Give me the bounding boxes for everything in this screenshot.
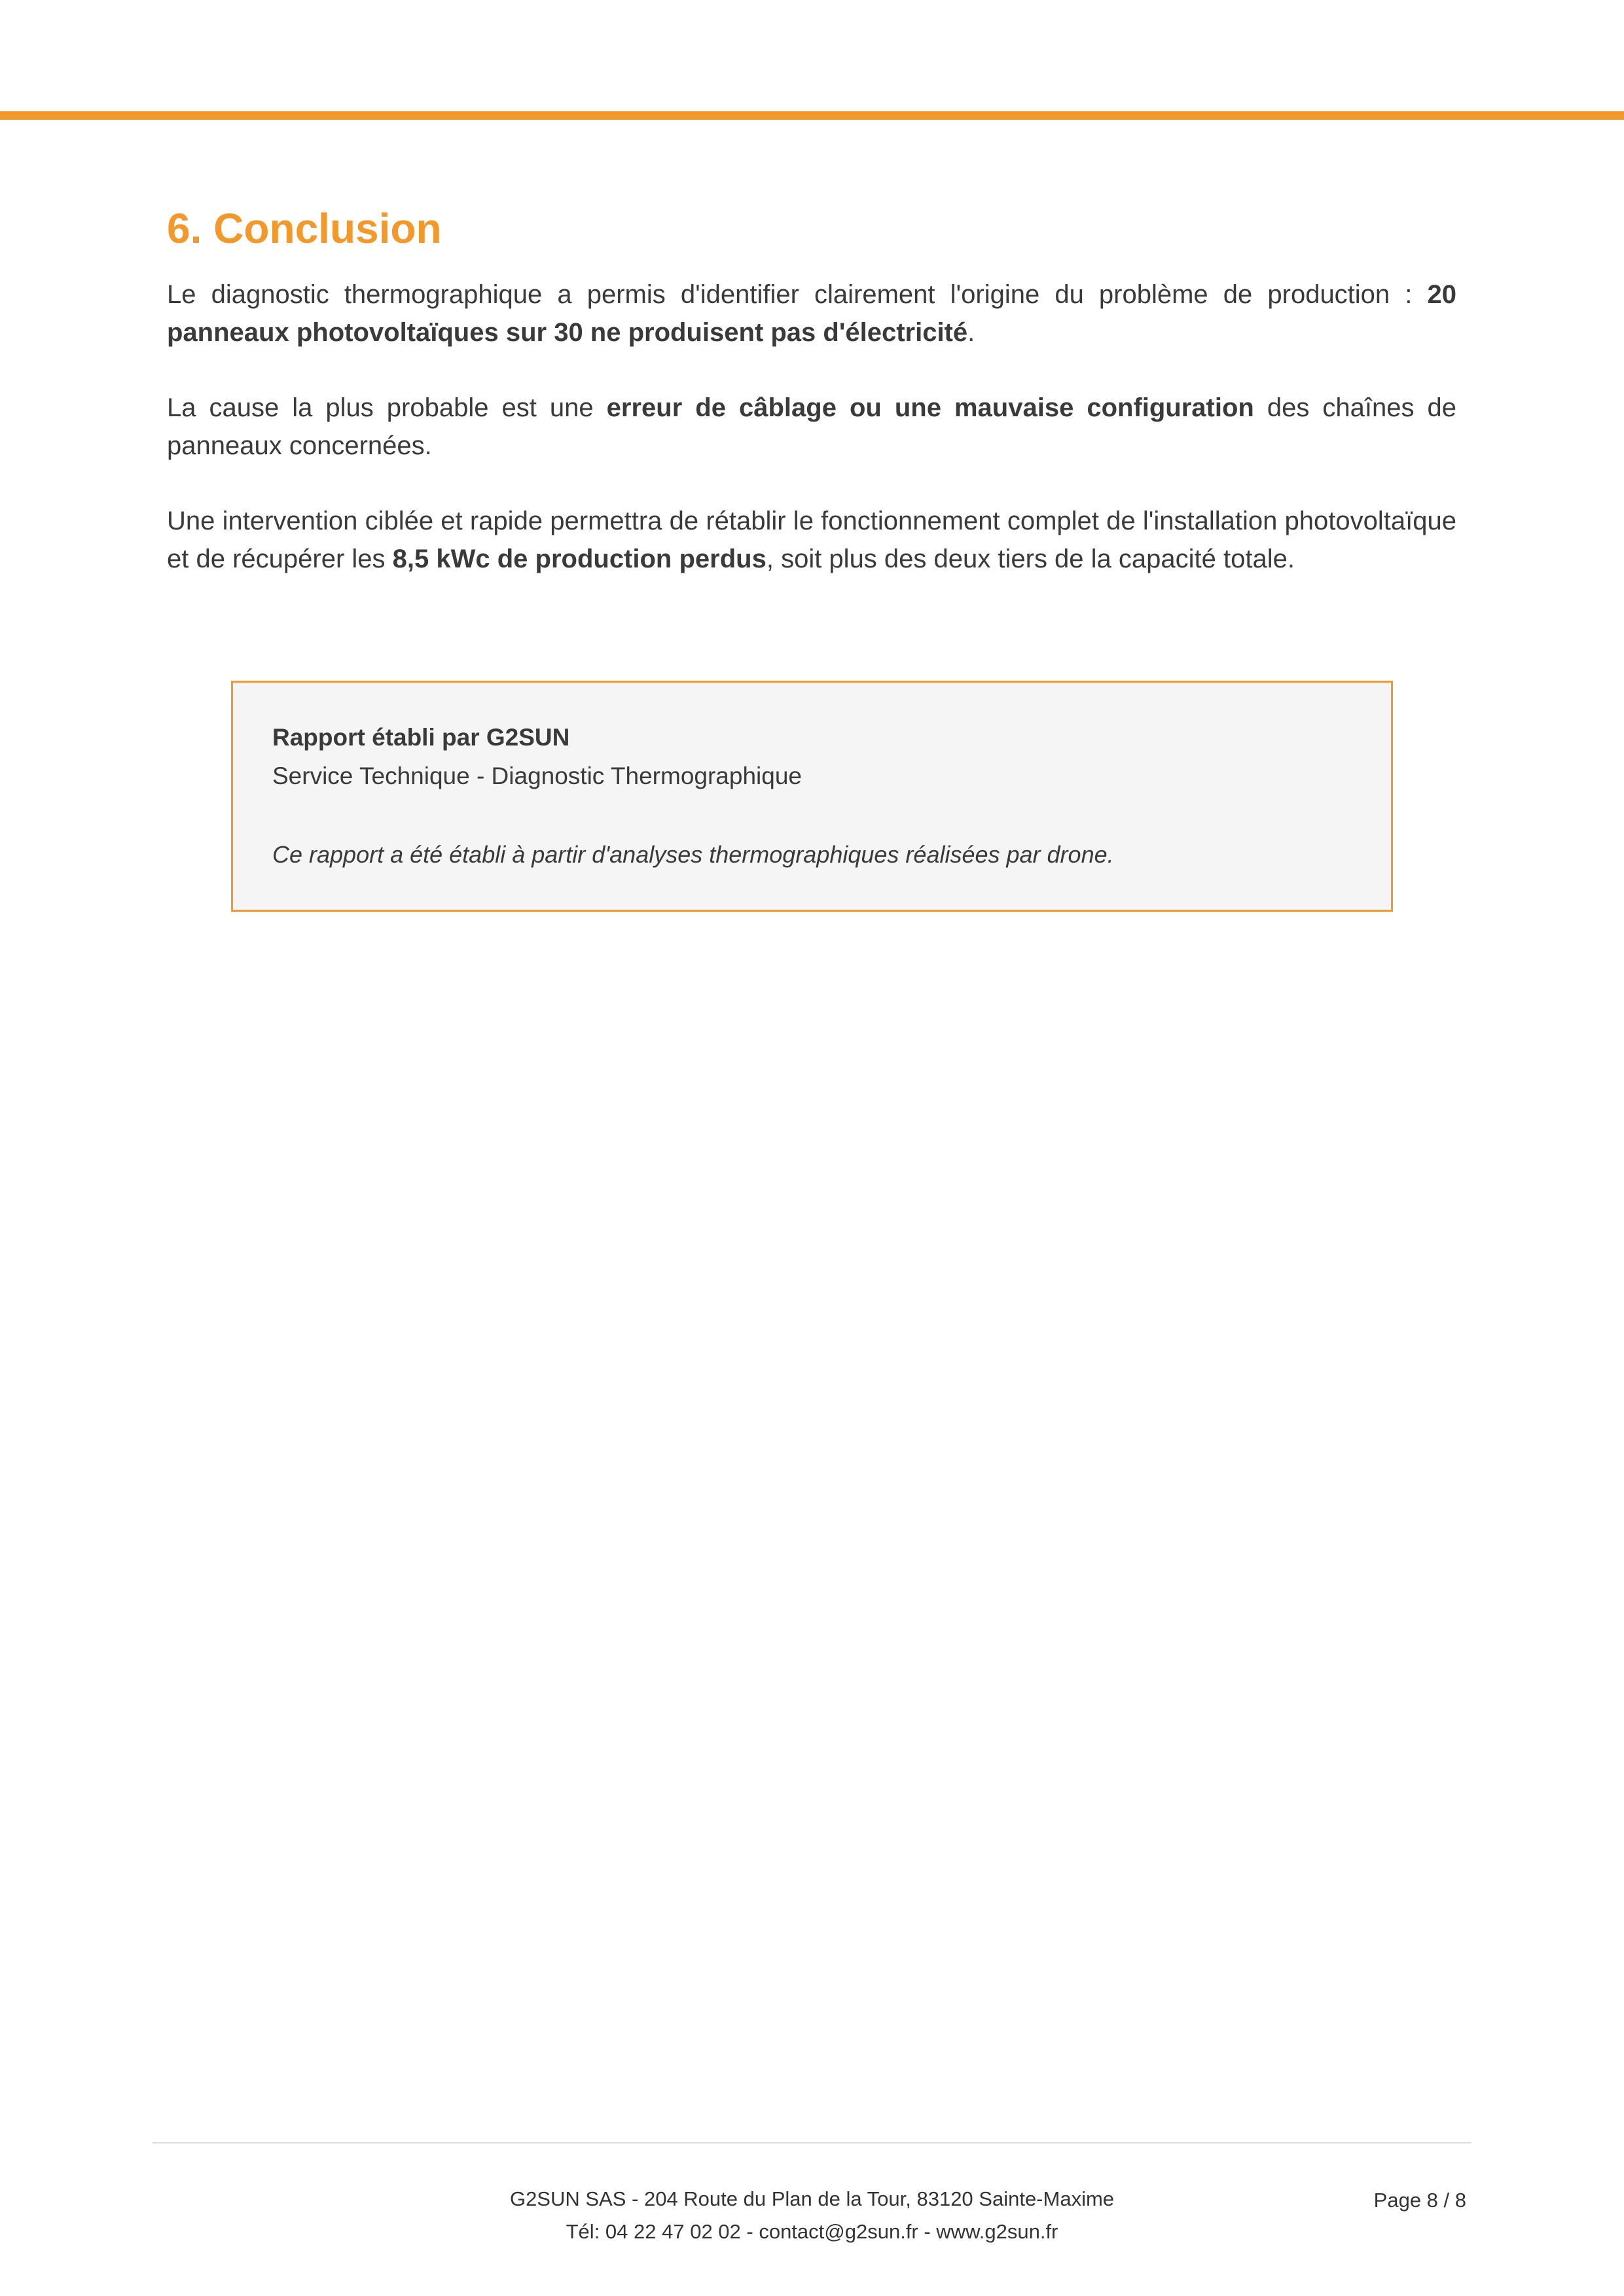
conclusion-paragraph-2 xyxy=(167,389,1456,465)
report-box-note: Ce rapport a été établi à partir d'analyses thermographiques réalisées par drone. xyxy=(272,841,1114,868)
paragraph-3-bold-text: 8,5 kWc de production perdus xyxy=(392,545,767,573)
footer-contact-line: Tél: 04 22 47 02 02 - contact@g2sun.fr - www.g2sun.fr xyxy=(566,2220,1058,2243)
report-attribution-box xyxy=(231,681,1393,912)
paragraph-1-text-end: . xyxy=(967,318,975,347)
paragraph-1-bold-text: 20 panneaux photovoltaïques sur 30 ne produisent pas d'électricité xyxy=(167,280,1456,347)
paragraph-3-text-end: , soit plus des deux tiers de la capacité totale. xyxy=(766,545,1295,573)
paragraph-2-text-start: La cause la plus probable est une xyxy=(167,393,607,422)
conclusion-paragraph-3 xyxy=(167,502,1456,578)
paragraph-3-text-start: Une intervention ciblée et rapide permettra de rétablir le fonctionnement complet de l'installation photovoltaïque et de récupérer les xyxy=(167,507,1456,573)
paragraph-2-bold-text: erreur de câblage ou une mauvaise configuration xyxy=(606,393,1254,422)
conclusion-paragraph-1 xyxy=(167,276,1456,351)
report-box-title: Rapport établi par G2SUN xyxy=(272,724,570,751)
paragraph-1-text-start: Le diagnostic thermographique a permis d'identifier clairement l'origine du problème de production : xyxy=(167,280,1428,309)
paragraph-2-text-end: des chaînes de panneaux concernées. xyxy=(167,393,1456,460)
footer-company-address: G2SUN SAS - 204 Route du Plan de la Tour, 83120 Sainte-Maxime xyxy=(509,2187,1115,2210)
top-accent-bar xyxy=(0,111,1624,120)
report-box-subtitle: Service Technique - Diagnostic Thermographique xyxy=(272,762,802,789)
page-footer xyxy=(153,2142,1471,2248)
main-content xyxy=(167,120,1456,912)
footer-text-block xyxy=(153,2144,1471,2248)
section-heading: 6. Conclusion xyxy=(167,205,442,252)
page-number: Page 8 / 8 xyxy=(1373,2189,1466,2212)
